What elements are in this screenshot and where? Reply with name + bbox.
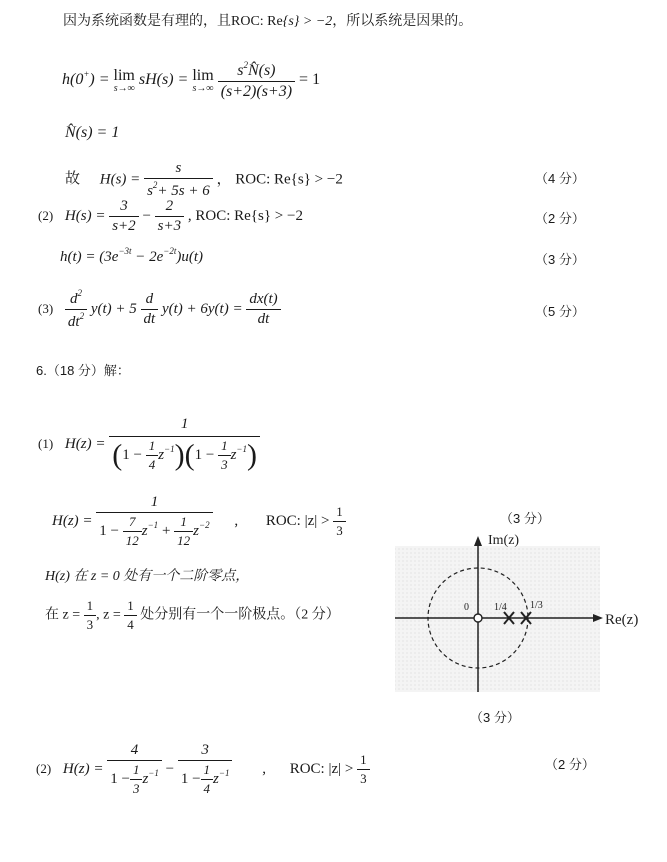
- p6-2-d-z1: z: [141, 522, 148, 539]
- p6-1-f1-exp: −1: [164, 443, 175, 454]
- hs-den: [144, 179, 213, 200]
- p6-1-paren-r2: ): [247, 438, 257, 472]
- part6-2-minus: −: [165, 760, 175, 777]
- part3-equation: [38, 288, 281, 331]
- h0-num-tail: N̂(s): [247, 62, 276, 79]
- p6-2-d-e2: −2: [199, 519, 210, 530]
- score-4: （4 分）: [535, 171, 585, 186]
- p6-2-roc: ROC: |z| >: [265, 512, 330, 529]
- h0-lhs-tail: ) =: [89, 71, 110, 89]
- pole-a: 在 z =: [45, 607, 81, 623]
- h0-lhs: h(0: [62, 71, 84, 89]
- p6-1-f1-frac: [146, 438, 159, 473]
- p6-1-f1-den: 4: [148, 457, 156, 472]
- part6-2-lhs: H(z) =: [62, 760, 104, 777]
- p6-1-paren-r1: ): [174, 438, 185, 472]
- score-5: （5 分）: [535, 304, 585, 319]
- p6-1-lhs: H(z) =: [64, 435, 106, 452]
- p6-2-d-plus: +: [161, 522, 171, 539]
- part3-d: d: [141, 291, 159, 310]
- hs-num: s: [144, 160, 213, 179]
- part3-dx-frac: [246, 291, 280, 328]
- p6-2-d-n1: 7: [123, 514, 142, 532]
- imag-axis-arrow: [474, 536, 482, 546]
- part6-2-den2-z: z: [213, 770, 219, 787]
- lim-1-sub: s→∞: [113, 82, 135, 94]
- h0-num-sup: 2: [243, 60, 248, 70]
- p6-1-f2-a: 1 −: [194, 446, 215, 463]
- p6-2-d-z2: z: [193, 522, 199, 539]
- zero-statement: H(z) 在 z = 0 处有一个二阶零点，: [45, 569, 250, 584]
- part3-dtx: dt: [257, 311, 270, 327]
- part2-frac2: [155, 198, 184, 235]
- pole-zero-svg: [390, 532, 660, 698]
- score-3a: （3 分）: [535, 252, 585, 267]
- ht-equation: [60, 246, 203, 266]
- part2-num1: 3: [109, 198, 138, 217]
- roc-condition: {s} > −2: [282, 14, 333, 29]
- part2-lhs: H(s) =: [64, 207, 106, 224]
- part6-2-equation: [36, 742, 370, 797]
- pole-c: 处分别有一个一阶极点。（2 分）: [140, 607, 340, 623]
- p6-2-d-e1: −1: [147, 519, 159, 530]
- part2-label: (2): [38, 207, 54, 223]
- ht-tail: )u(t): [176, 249, 204, 265]
- score-3b: （3 分）: [500, 511, 550, 526]
- pole2-label: 1/3: [530, 600, 543, 611]
- part6-2-den1-z: z: [142, 770, 149, 787]
- score-2b: （2 分）: [545, 757, 595, 772]
- part2-roc: , ROC: Re{s} > −2: [187, 207, 303, 224]
- lim-2-sub: s→∞: [192, 82, 214, 94]
- p6-1-f1-a: 1 −: [122, 446, 142, 463]
- h0-rhs: = 1: [299, 71, 321, 89]
- part6-2-roc-num: 1: [357, 752, 370, 770]
- p6-2-roc-frac: [333, 504, 346, 539]
- p6-2-d-frac2: [174, 514, 193, 549]
- part6-2-den2-frac: [201, 762, 214, 797]
- part6-2-den2-n: 1: [201, 762, 214, 780]
- hs-den-b: + 5s + 6: [157, 183, 210, 199]
- lim-1: [114, 68, 135, 94]
- p6-1-f1-z: z: [158, 446, 165, 463]
- pole-frac2: [124, 598, 137, 633]
- p6-1-fraction: [109, 416, 260, 473]
- p6-2-roc-den: 3: [336, 523, 343, 538]
- part2-den2: s+3: [157, 218, 182, 234]
- h0-fraction: [218, 60, 295, 101]
- hs-lhs: H(s) =: [99, 171, 141, 188]
- p6-2-equation: [52, 494, 346, 549]
- h0-mid: sH(s) =: [138, 71, 189, 89]
- causality-text-a: 因为系统函数是有理的，且: [63, 14, 231, 29]
- p6-2-d-frac1: [123, 514, 142, 549]
- p6-2-fraction: [96, 494, 212, 549]
- p6-2-d-n2: 1: [174, 514, 193, 532]
- p6-1-f2-num: 1: [218, 438, 231, 456]
- part3-d2-num: [65, 288, 87, 310]
- hs-equation: [65, 160, 343, 200]
- h0-lhs-sup: +: [83, 69, 90, 80]
- p6-1-label: (1): [38, 435, 54, 451]
- plot-background: [395, 546, 600, 692]
- h0-num-s: s: [237, 62, 244, 79]
- ht-mid: − 2e: [131, 249, 164, 265]
- part6-2-den2-e: −1: [218, 767, 230, 778]
- part3-label: (3): [38, 300, 54, 316]
- pole-d1: 3: [86, 617, 94, 632]
- part6-2-comma: ,: [262, 760, 266, 777]
- part3-dt2-sup: 2: [79, 311, 85, 321]
- score-3c: （3 分）: [470, 710, 520, 725]
- origin-label: 0: [464, 602, 469, 613]
- p6-1-f2-den: 3: [221, 457, 228, 472]
- hs-prefix: 故: [65, 171, 81, 188]
- part3-y1: y(t) + 5: [90, 300, 137, 317]
- ht-exp1: −3t: [118, 246, 132, 256]
- part6-2-den1-d: 3: [132, 781, 140, 796]
- p6-2-d-a: 1 −: [99, 522, 120, 539]
- zero-marker: [474, 614, 482, 622]
- pole-b: , z =: [96, 607, 121, 623]
- part6-2-den1-frac: [130, 762, 143, 797]
- part3-y2: y(t) + 6y(t) =: [161, 300, 243, 317]
- nhat-equation: N̂(s) = 1: [65, 124, 120, 141]
- section6-title: 6.（18 分）解：: [36, 363, 130, 378]
- part2-num2: 2: [155, 198, 184, 217]
- hs-fraction: [144, 160, 213, 200]
- pole-n1: 1: [84, 598, 97, 616]
- part3-d2-sup: 2: [77, 288, 82, 298]
- part3-dx: dx(t): [246, 291, 280, 310]
- part3-dt: dt: [143, 311, 156, 327]
- hs-roc: ， ROC: Re{s} > −2: [216, 171, 343, 188]
- part2-den1: s+2: [112, 218, 136, 234]
- part6-2-den2: [178, 761, 233, 797]
- pole-n2: 1: [124, 598, 137, 616]
- part6-2-roc-frac: [357, 752, 370, 787]
- part3-dt2-den: [65, 310, 87, 331]
- p6-2-num: 1: [96, 494, 212, 513]
- pole1-label: 1/4: [494, 602, 507, 613]
- part6-2-roc-den: 3: [360, 771, 367, 786]
- im-label: Im(z): [488, 533, 520, 548]
- lim-2-text: lim: [192, 66, 214, 84]
- pole-d2: 4: [127, 617, 134, 632]
- p6-1-equation: [38, 416, 260, 473]
- p6-2-d-d1: 12: [125, 533, 139, 548]
- hs-den-sup: 2: [152, 180, 158, 190]
- part6-2-frac2: [178, 742, 233, 797]
- p6-1-den: [109, 437, 260, 473]
- part6-2-den1-a: 1 −: [110, 770, 130, 787]
- p6-1-paren-l2: (: [184, 438, 195, 472]
- part6-2-num2: 3: [178, 742, 233, 761]
- pole-statement: [45, 598, 340, 633]
- part3-d2: d: [70, 291, 78, 307]
- p6-1-f2-z: z: [230, 446, 237, 463]
- part6-2-num1: 4: [107, 742, 162, 761]
- part6-2-label: (2): [36, 760, 52, 776]
- part2-minus: −: [142, 207, 151, 224]
- part3-d2-frac: [65, 288, 87, 331]
- causality-statement: [63, 10, 472, 30]
- p6-2-roc-num: 1: [333, 504, 346, 522]
- part3-dt2: dt: [67, 314, 80, 330]
- lim-1-text: lim: [113, 66, 135, 84]
- lim-2: [192, 68, 213, 94]
- p6-1-num: 1: [109, 416, 260, 437]
- p6-1-f2-exp: −1: [236, 443, 247, 454]
- part6-2-den2-a: 1 −: [180, 770, 201, 787]
- p6-2-d-d2: 12: [177, 533, 191, 548]
- score-2a: （2 分）: [535, 211, 585, 226]
- initial-value-equation: [62, 60, 320, 101]
- part6-2-den1-e: −1: [148, 767, 159, 778]
- p6-1-f1-num: 1: [146, 438, 159, 456]
- pole-frac1: [84, 598, 97, 633]
- p6-1-paren-l1: (: [112, 438, 123, 472]
- roc-label: ROC: Re: [231, 14, 283, 29]
- part6-2-den1-n: 1: [130, 762, 143, 780]
- causality-text-b: ，所以系统是因果的。: [332, 14, 473, 29]
- h0-fraction-num: [218, 60, 295, 82]
- ht-exp2: −2t: [163, 246, 177, 256]
- p6-1-f2-frac: [218, 438, 231, 473]
- p6-2-den: [96, 513, 212, 549]
- hs-den-a: s: [147, 183, 153, 199]
- pole-zero-plot: [390, 532, 660, 698]
- p6-2-lhs: H(z) =: [52, 512, 93, 529]
- part6-2-den1: [107, 761, 162, 797]
- part2-equation: [38, 198, 303, 235]
- part6-2-den2-d: 4: [203, 781, 211, 796]
- part2-frac1: [109, 198, 138, 235]
- h0-fraction-den: (s+2)(s+3): [220, 83, 293, 100]
- part6-2-frac1: [107, 742, 162, 797]
- part6-2-roc: ROC: |z| >: [289, 760, 354, 777]
- re-label: Re(z): [605, 612, 639, 628]
- part3-d-frac: [141, 291, 159, 328]
- ht-lhs: h(t) = (3e: [60, 249, 119, 265]
- p6-2-comma: ,: [234, 512, 239, 529]
